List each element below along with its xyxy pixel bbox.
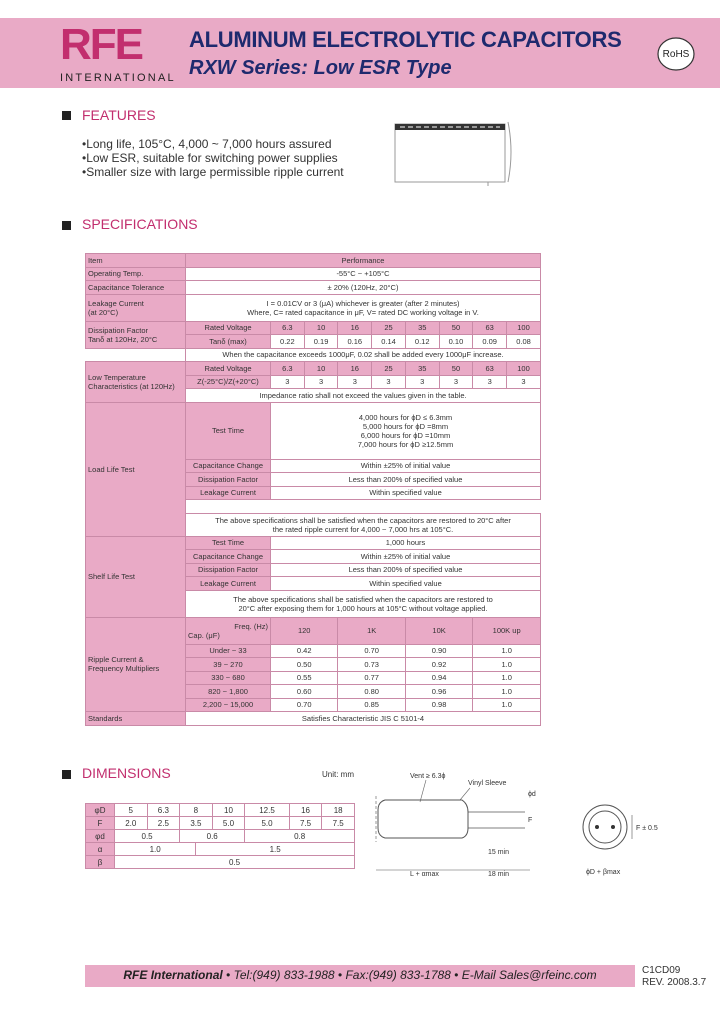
voltage-cell: 25: [372, 362, 406, 376]
alpha-cell: 1.5: [196, 843, 355, 856]
table-row: [86, 321, 541, 335]
voltage-cell: 6.3: [271, 321, 305, 335]
feature-item: •Low ESR, suitable for switching power supplies: [82, 151, 338, 165]
shelf-test-time-value: 1,000 hours: [271, 536, 541, 550]
rohs-text: RoHS: [662, 49, 690, 60]
logo: RFE: [60, 20, 142, 69]
ripple-cell: 1.0: [473, 658, 541, 672]
shelf-life-label: Shelf Life Test: [86, 536, 186, 617]
table-row: [86, 348, 541, 362]
rohs-badge-icon: [656, 36, 696, 72]
freq-cap-header: Freq. (Hz) Cap. (μF): [186, 617, 271, 644]
voltage-cell: 10: [304, 362, 338, 376]
table-row: [86, 830, 355, 843]
feature-item: •Long life, 105°C, 4,000 ~ 7,000 hours assured: [82, 137, 332, 151]
voltage-cell: 25: [372, 321, 406, 335]
header-performance: Performance: [186, 254, 541, 268]
dis-factor-value: Less than 200% of specified value: [271, 563, 541, 577]
ripple-cell: 1.0: [473, 685, 541, 699]
freq-header: 120: [271, 617, 338, 644]
ripple-cell: 0.80: [338, 685, 405, 699]
leak-cur-label: Leakage Current: [186, 577, 271, 591]
alpha-label: α: [86, 843, 115, 856]
voltage-cell: 35: [405, 321, 439, 335]
dimensions-heading: DIMENSIONS: [82, 765, 171, 781]
ripple-cap: 39 ~ 270: [186, 658, 271, 672]
lt-z-label: Z(-25°C)/Z(+20°C): [186, 375, 271, 389]
phid-cell: 0.5: [115, 830, 180, 843]
leakage-label: Leakage Current (at 20°C): [86, 294, 186, 321]
ripple-cell: 0.92: [405, 658, 472, 672]
lt-note: Impedance ratio shall not exceed the values given in the table.: [186, 389, 541, 403]
phid-cell: 0.8: [245, 830, 355, 843]
df-rated-voltage-label: Rated Voltage: [186, 321, 271, 335]
tan-cell: 0.10: [439, 335, 473, 349]
header-item: Item: [86, 254, 186, 268]
ripple-cell: 0.85: [338, 698, 405, 712]
vent-label: Vent ≥ 6.3ϕ: [410, 773, 446, 780]
tan-cell: 0.12: [405, 335, 439, 349]
z-cell: 3: [372, 375, 406, 389]
z-cell: 3: [338, 375, 372, 389]
dis-factor-value: Less than 200% of specified value: [271, 473, 541, 487]
freq-header: 100K up: [473, 617, 541, 644]
table-row: [86, 536, 541, 550]
tan-cell: 0.08: [507, 335, 541, 349]
dis-factor-label: Dissipation Factor: [186, 473, 271, 487]
op-temp-value: -55°C ~ +105°C: [186, 267, 541, 281]
ripple-cell: 0.70: [338, 644, 405, 658]
table-row: [86, 267, 541, 281]
standards-value: Satisfies Characteristic JIS C 5101-4: [186, 712, 541, 726]
phid-cell: 0.6: [180, 830, 245, 843]
phiD-cell: 5: [115, 804, 148, 817]
voltage-cell: 6.3: [271, 362, 305, 376]
Lmax-label: L + αmax: [410, 871, 439, 878]
ripple-cap: 2,200 ~ 15,000: [186, 698, 271, 712]
page-title: ALUMINUM ELECTROLYTIC CAPACITORS: [189, 27, 622, 52]
features-heading: FEATURES: [82, 107, 156, 123]
table-row: [86, 817, 355, 830]
footer-contact: RFE International • Tel:(949) 833-1988 • Fax:(949) 833-1788 • E-Mail Sales@rfeinc.com: [123, 968, 597, 982]
leak-cur-value: Within specified value: [271, 486, 541, 500]
dimensions-table: [85, 803, 355, 869]
cap-tol-value: ± 20% (120Hz, 20°C): [186, 281, 541, 295]
table-row: [86, 294, 541, 321]
specifications-table: [85, 253, 541, 726]
ripple-cell: 0.60: [271, 685, 338, 699]
phiD-label: φD: [86, 804, 115, 817]
leakage-value: I = 0.01CV or 3 (μA) whichever is greater (after 2 minutes) Where, C= rated capacitance in μF, V= rated DC working voltage in V.: [186, 294, 541, 321]
phiD-cell: 18: [322, 804, 355, 817]
min18-label: 18 min: [488, 871, 510, 878]
df-note: When the capacitance exceeds 1000μF, 0.02 shall be added every 1000μF increase.: [186, 348, 541, 362]
tan-cell: 0.14: [372, 335, 406, 349]
ripple-cell: 0.73: [338, 658, 405, 672]
F-cell: 5.0: [212, 817, 245, 830]
df-label: Dissipation Factor Tanδ at 120Hz, 20°C: [86, 321, 186, 348]
voltage-cell: 100: [507, 362, 541, 376]
cap-change-value: Within ±25% of initial value: [271, 550, 541, 564]
ripple-cell: 0.90: [405, 644, 472, 658]
dimensions-bullet-icon: [62, 770, 71, 779]
ripple-label: Ripple Current & Frequency Multipliers: [86, 617, 186, 712]
F-cell: 3.5: [180, 817, 213, 830]
voltage-cell: 16: [338, 321, 372, 335]
features-bullet-icon: [62, 111, 71, 120]
tan-cell: 0.09: [473, 335, 507, 349]
revision: REV. 2008.3.7: [642, 977, 707, 988]
voltage-cell: 63: [473, 362, 507, 376]
phiD-cell: 10: [212, 804, 245, 817]
table-row: [86, 402, 541, 459]
standards-label: Standards: [86, 712, 186, 726]
voltage-cell: 10: [304, 321, 338, 335]
ripple-cap: 330 ~ 680: [186, 671, 271, 685]
z-cell: 3: [507, 375, 541, 389]
ripple-cell: 0.96: [405, 685, 472, 699]
F-cell: 5.0: [245, 817, 290, 830]
cap-change-label: Capacitance Change: [186, 550, 271, 564]
z-cell: 3: [439, 375, 473, 389]
alpha-cell: 1.0: [115, 843, 196, 856]
load-hours: 4,000 hours for ϕD ≤ 6.3mm 5,000 hours for ϕD =8mm 6,000 hours for ϕD =10mm 7,000 hours for ϕD ≥12.5mm: [271, 402, 541, 459]
voltage-cell: 63: [473, 321, 507, 335]
specs-bullet-icon: [62, 221, 71, 230]
shelf-note: The above specifications shall be satisfied when the capacitors are restored to 20°C after exposing them for 1,000 hours at 105°C without voltage applied.: [186, 590, 541, 617]
voltage-cell: 16: [338, 362, 372, 376]
specifications-heading: SPECIFICATIONS: [82, 216, 198, 232]
F05-label: F ± 0.5: [636, 825, 658, 832]
table-row: [86, 856, 355, 869]
table-row: [86, 281, 541, 295]
table-row: [86, 843, 355, 856]
ripple-cell: 0.42: [271, 644, 338, 658]
low-temp-label: Low Temperature Characteristics (at 120Hz): [86, 362, 186, 403]
phiD-cell: 8: [180, 804, 213, 817]
Dmax-label: ϕD + βmax: [586, 869, 621, 876]
F-cell: 7.5: [289, 817, 322, 830]
load-note: The above specifications shall be satisfied when the capacitors are restored to 20°C after the rated ripple current for 4,000 ~ 7,000 hrs at 105°C.: [186, 513, 541, 536]
ripple-cell: 0.94: [405, 671, 472, 685]
ripple-cell: 0.55: [271, 671, 338, 685]
tan-cell: 0.19: [304, 335, 338, 349]
lt-rated-voltage-label: Rated Voltage: [186, 362, 271, 376]
table-row: [86, 617, 541, 644]
F-cell: 2.0: [115, 817, 148, 830]
dis-factor-label: Dissipation Factor: [186, 563, 271, 577]
capacitor-illustration: [390, 116, 530, 186]
z-cell: 3: [304, 375, 338, 389]
load-test-time-label: Test Time: [186, 402, 271, 459]
voltage-cell: 35: [405, 362, 439, 376]
ripple-cell: 0.77: [338, 671, 405, 685]
op-temp-label: Operating Temp.: [86, 267, 186, 281]
unit-label: Unit: mm: [322, 770, 354, 779]
z-cell: 3: [405, 375, 439, 389]
leak-cur-label: Leakage Current: [186, 486, 271, 500]
table-row: [86, 254, 541, 268]
cap-change-label: Capacitance Change: [186, 459, 271, 473]
ripple-cell: 1.0: [473, 644, 541, 658]
beta-label: β: [86, 856, 115, 869]
table-row: [86, 712, 541, 726]
phid-diag-label: ϕd: [528, 791, 536, 798]
voltage-cell: 50: [439, 321, 473, 335]
shelf-test-time-label: Test Time: [186, 536, 271, 550]
df-tan-label: Tanδ (max): [186, 335, 271, 349]
ripple-cell: 0.98: [405, 698, 472, 712]
F-label: F: [86, 817, 115, 830]
voltage-cell: 100: [507, 321, 541, 335]
table-row: [86, 362, 541, 376]
ripple-cell: 0.50: [271, 658, 338, 672]
phiD-cell: 12.5: [245, 804, 290, 817]
sleeve-label: Vinyl Sleeve: [468, 780, 507, 787]
beta-cell: 0.5: [115, 856, 355, 869]
phid-label: φd: [86, 830, 115, 843]
leak-cur-value: Within specified value: [271, 577, 541, 591]
ripple-cap: 820 ~ 1,800: [186, 685, 271, 699]
cap-change-value: Within ±25% of initial value: [271, 459, 541, 473]
ripple-cell: 0.70: [271, 698, 338, 712]
tan-cell: 0.22: [271, 335, 305, 349]
phiD-cell: 6.3: [147, 804, 180, 817]
freq-header: 1K: [338, 617, 405, 644]
voltage-cell: 50: [439, 362, 473, 376]
cap-tol-label: Capacitance Tolerance: [86, 281, 186, 295]
ripple-cell: 1.0: [473, 671, 541, 685]
F-cell: 2.5: [147, 817, 180, 830]
load-life-label: Load Life Test: [86, 402, 186, 536]
document-code: C1CD09: [642, 965, 681, 976]
freq-header: 10K: [405, 617, 472, 644]
min15-label: 15 min: [488, 849, 510, 856]
F-cell: 7.5: [322, 817, 355, 830]
logo-subtitle: INTERNATIONAL: [60, 72, 176, 84]
z-cell: 3: [271, 375, 305, 389]
dimension-diagram: [370, 770, 660, 885]
ripple-cell: 1.0: [473, 698, 541, 712]
phiD-cell: 16: [289, 804, 322, 817]
F-diag-label: F: [528, 817, 533, 824]
tan-cell: 0.16: [338, 335, 372, 349]
z-cell: 3: [473, 375, 507, 389]
feature-item: •Smaller size with large permissible ripple current: [82, 165, 344, 179]
ripple-cap: Under ~ 33: [186, 644, 271, 658]
page-subtitle: RXW Series: Low ESR Type: [189, 57, 452, 79]
table-row: [86, 804, 355, 817]
